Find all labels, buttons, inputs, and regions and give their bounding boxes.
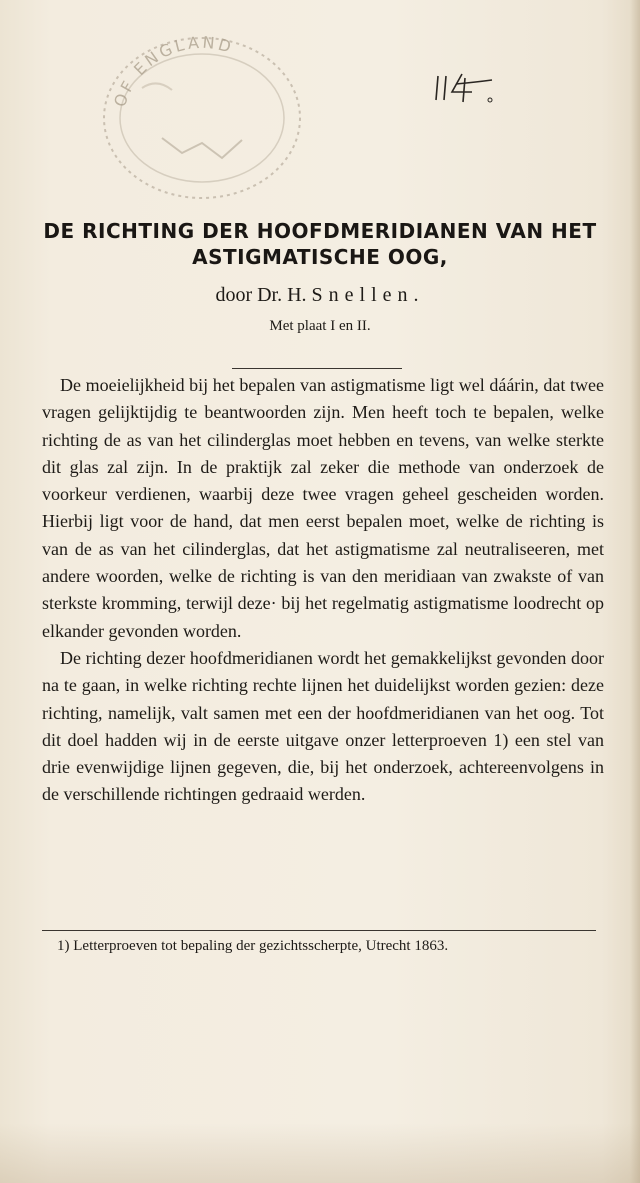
footnote-divider xyxy=(42,930,596,931)
article-title-line1: DE RICHTING DER HOOFDMERIDIANEN VAN HET xyxy=(43,219,597,243)
svg-text:OF ENGLAND xyxy=(110,33,236,110)
author-name: Snellen. xyxy=(311,284,425,306)
page-stain xyxy=(0,1123,640,1183)
stamp-graphic xyxy=(82,18,322,208)
byline-prefix: door Dr. H. xyxy=(215,284,307,306)
author-byline xyxy=(0,284,640,307)
page-edge-shadow xyxy=(630,0,640,1183)
plates-note: Met plaat I en II. xyxy=(269,318,371,334)
paragraph: De richting dezer hoofdmeridianen wordt het gemakkelijkst gevonden door na te gaan, in welke richting rechte lijnen het duidelijkst worden gezien: deze richting, namelijk, valt samen met een der hoofdmeridianen van het oog. Tot dit doel hadden wij in de eerste uitgave onzer letterproeven 1) een stel van drie evenwijdige lijnen gegeven, die, bij het onderzoek, achtereenvolgens in de verschillende richtingen gedraaid werden. xyxy=(42,647,604,805)
article-body xyxy=(42,372,604,809)
footnote: 1) Letterproeven tot bepaling der gezichtsscherpte, Utrecht 1863. xyxy=(57,938,449,954)
article-title-line2: ASTIGMATISCHE OOG, xyxy=(192,245,448,269)
title-divider xyxy=(232,368,402,369)
handwritten-mark xyxy=(432,70,502,110)
stamp-text: OF ENGLAND xyxy=(110,32,237,110)
library-stamp xyxy=(82,18,322,208)
handwritten-number xyxy=(432,70,502,110)
paragraph: De moeielijkheid bij het bepalen van astigmatisme ligt wel dáárin, dat twee vragen gelijktijdig te beantwoorden zijn. Men heeft toch te bepalen, welke richting de as van het cilinderglas moet hebben en tevens, van welke sterkte dit glas zal zijn. In de praktijk zal zeker die methode van onderzoek de voorkeur verdienen, waarbij deze twee vragen geheel gescheiden worden. Hierbij ligt voor de hand, dat men eerst bepalen moet, welke de richting is van de as van het cilinderglas, dat het astigmatisme zal neutraliseeren, met andere woorden, welke de richting is van den meridiaan van zwakste of van sterkste kromming, terwijl deze· bij het regelmatig astigmatisme loodrecht op elkander gevonden worden. xyxy=(42,375,604,641)
